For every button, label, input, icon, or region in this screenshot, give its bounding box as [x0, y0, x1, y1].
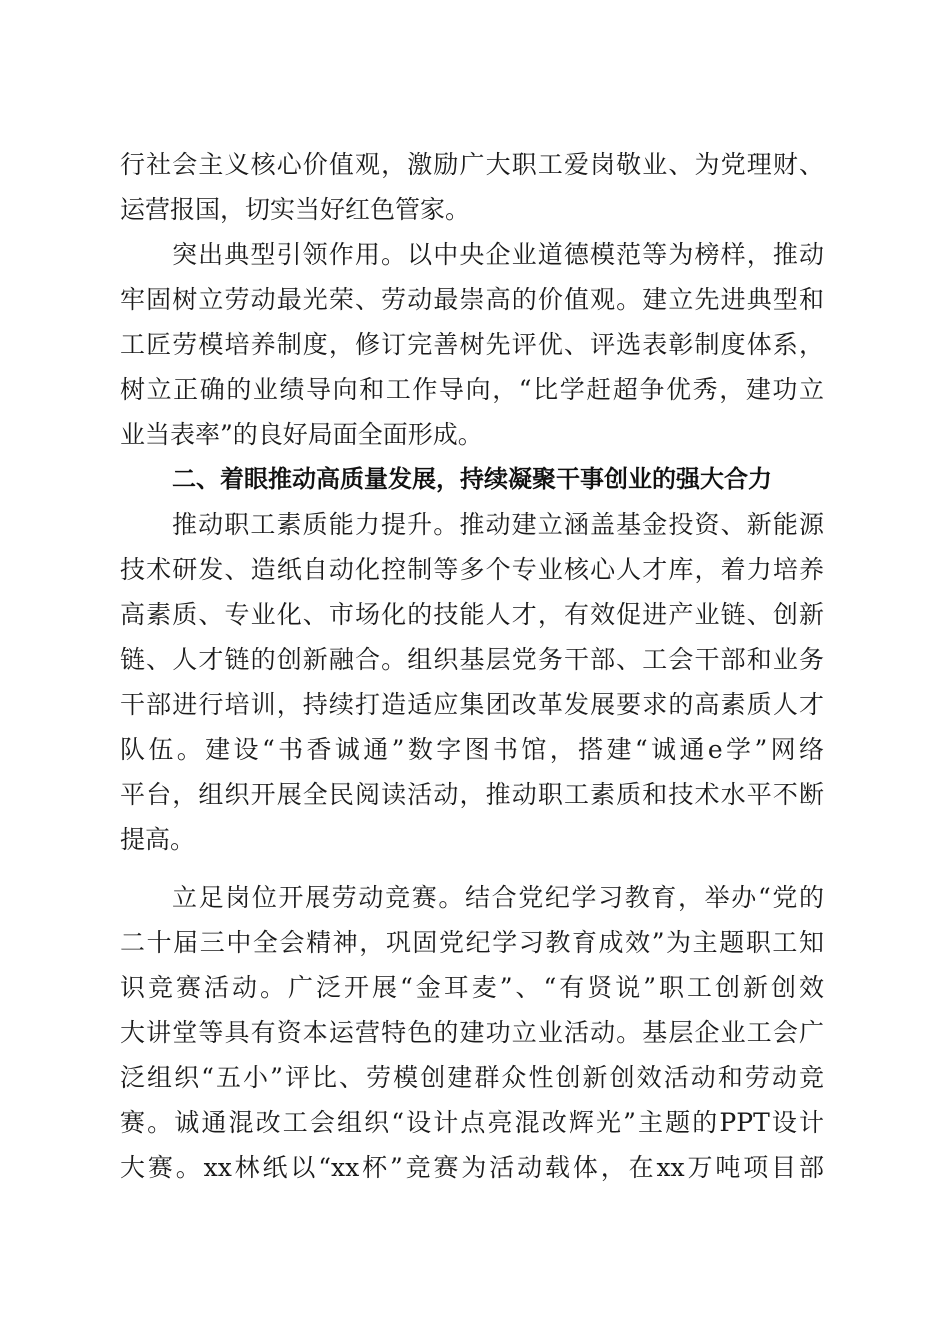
text-line: 平台，组织开展全民阅读活动，推动职工素质和技术水平不断 — [120, 780, 824, 809]
text-line: 工匠劳模培养制度，修订完善树先评优、评选表彰制度体系， — [120, 330, 824, 359]
text-line: 二十届三中全会精神，巩固党纪学习教育成效”为主题职工知 — [120, 928, 824, 957]
text-line: 高素质、专业化、市场化的技能人才，有效促进产业链、创新 — [120, 600, 824, 629]
text-line: 提高。 — [120, 825, 196, 854]
text-line: 技术研发、造纸自动化控制等多个专业核心人才库，着力培养 — [120, 555, 824, 584]
paragraph-staff-quality — [120, 502, 824, 862]
text-line: 大赛。xx林纸以“xx杯”竞赛为活动载体，在xx万吨项目部 — [120, 1153, 824, 1182]
text-line: 业当表率”的良好局面全面形成。 — [120, 420, 483, 449]
text-line: 行社会主义核心价值观，激励广大职工爱岗敬业、为党理财、 — [120, 150, 824, 179]
paragraph-spacer — [120, 862, 824, 875]
text-line: 推动职工素质能力提升。推动建立涵盖基金投资、新能源 — [172, 510, 824, 539]
paragraph-typical-role-models — [120, 232, 824, 457]
text-line: 立足岗位开展劳动竞赛。结合党纪学习教育，举办“党的 — [172, 883, 824, 912]
text-line: 泛组织“五小”评比、劳模创建群众性创新创效活动和劳动竞 — [120, 1063, 824, 1092]
text-line: 队伍。建设“书香诚通”数字图书馆，搭建“诚通e学”网络 — [120, 735, 824, 764]
paragraph-labor-competition — [120, 875, 824, 1190]
text-line: 链、人才链的创新融合。组织基层党务干部、工会干部和业务 — [120, 645, 824, 674]
text-line: 突出典型引领作用。以中央企业道德模范等为榜样，推动 — [172, 240, 824, 269]
document-body — [120, 142, 824, 1190]
text-line: 牢固树立劳动最光荣、劳动最崇高的价值观。建立先进典型和 — [120, 285, 824, 314]
text-line: 树立正确的业绩导向和工作导向，“比学赶超争优秀，建功立 — [120, 375, 824, 404]
text-line: 大讲堂等具有资本运营特色的建功立业活动。基层企业工会广 — [120, 1018, 824, 1047]
section-heading: 二、着眼推动高质量发展，持续凝聚干事创业的强大合力 — [172, 465, 772, 493]
text-line: 识竞赛活动。广泛开展“金耳麦”、“有贤说”职工创新创效 — [120, 973, 824, 1002]
text-line: 运营报国，切实当好红色管家。 — [120, 195, 471, 224]
text-line: 干部进行培训，持续打造适应集团改革发展要求的高素质人才 — [120, 690, 824, 719]
text-line: 赛。诚通混改工会组织“设计点亮混改辉光”主题的PPT设计 — [120, 1108, 824, 1137]
paragraph-core-values — [120, 142, 824, 232]
